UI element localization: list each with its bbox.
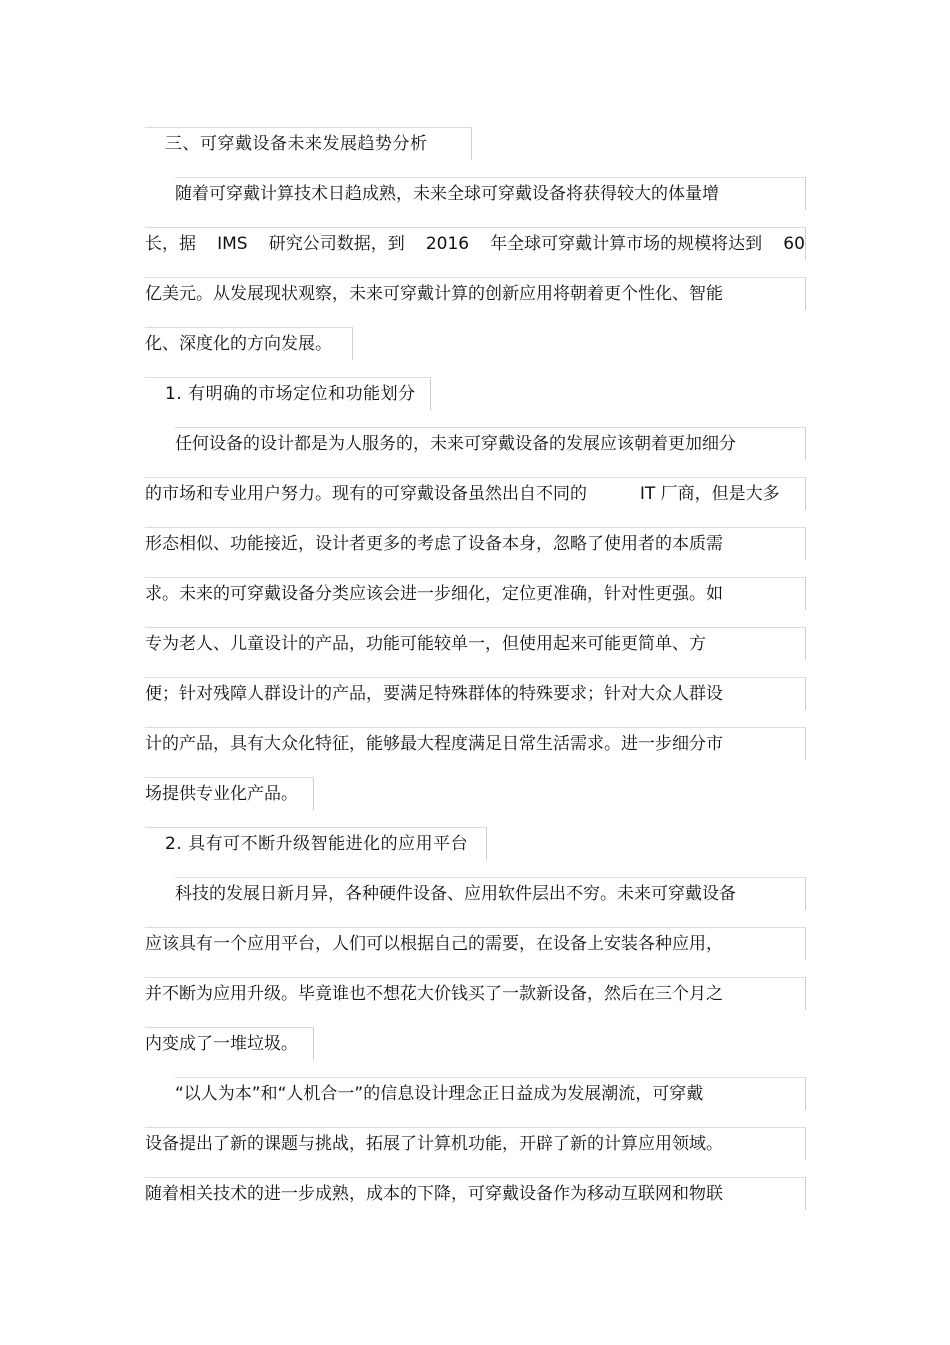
para1-line2-part: IMS [217,234,248,254]
para4-line1: “以人为本”和“人机合一”的信息设计理念正日益成为发展潮流，可穿戴 [175,1077,806,1110]
section-title: 三、可穿戴设备未来发展趋势分析 [145,127,472,160]
para3-line4: 内变成了一堆垃圾。 [145,1027,314,1060]
para3-line2: 应该具有一个应用平台，人们可以根据自己的需要，在设备上安装各种应用， [145,927,806,960]
para3-line1: 科技的发展日新月异，各种硬件设备、应用软件层出不穷。未来可穿戴设备 [175,877,806,910]
para1-line2-part: 长，据 [145,234,196,254]
para1-line2-part: 年全球可穿戴计算市场的规模将达到 [490,234,763,254]
para2-line4: 求。未来的可穿戴设备分类应该会进一步细化，定位更准确，针对性更强。如 [145,577,806,610]
para2-line2 [145,477,806,510]
para4-line3: 随着相关技术的进一步成熟，成本的下降，可穿戴设备作为移动互联网和物联 [145,1177,806,1210]
para2-line3: 形态相似、功能接近，设计者更多的考虑了设备本身，忽略了使用者的本质需 [145,527,806,560]
para4-line2: 设备提出了新的课题与挑战，拓展了计算机功能，开辟了新的计算应用领域。 [145,1127,806,1160]
para1-line2 [145,227,806,260]
heading-app-platform: 2. 具有可不断升级智能进化的应用平台 [145,827,487,860]
para2-line1: 任何设备的设计都是为人服务的，未来可穿戴设备的发展应该朝着更加细分 [175,427,806,460]
para2-line6: 便；针对残障人群设计的产品，要满足特殊群体的特殊要求；针对大众人群设 [145,677,806,710]
para2-line2-a: 的市场和专业用户努力。现有的可穿戴设备虽然出自不同的 [145,484,587,504]
heading-market-positioning: 1. 有明确的市场定位和功能划分 [145,377,431,410]
para2-line8: 场提供专业化产品。 [145,777,314,810]
para1-line2-part: 研究公司数据，到 [268,234,405,254]
para1-line2-part: 60 [783,234,805,254]
para2-line7: 计的产品，具有大众化特征，能够最大程度满足日常生活需求。进一步细分市 [145,727,806,760]
para2-line5: 专为老人、儿童设计的产品，功能可能较单一，但使用起来可能更简单、方 [145,627,806,660]
para1-line2-part: 2016 [425,234,470,254]
para1-line1: 随着可穿戴计算技术日趋成熟，未来全球可穿戴设备将获得较大的体量增 [175,177,806,210]
para1-line3: 亿美元。从发展现状观察，未来可穿戴计算的创新应用将朝着更个性化、智能 [145,277,806,310]
para2-line2-b: IT 厂商，但是大多 [639,484,780,504]
para1-line4: 化、深度化的方向发展。 [145,327,353,360]
para3-line3: 并不断为应用升级。毕竟谁也不想花大价钱买了一款新设备，然后在三个月之 [145,977,806,1010]
